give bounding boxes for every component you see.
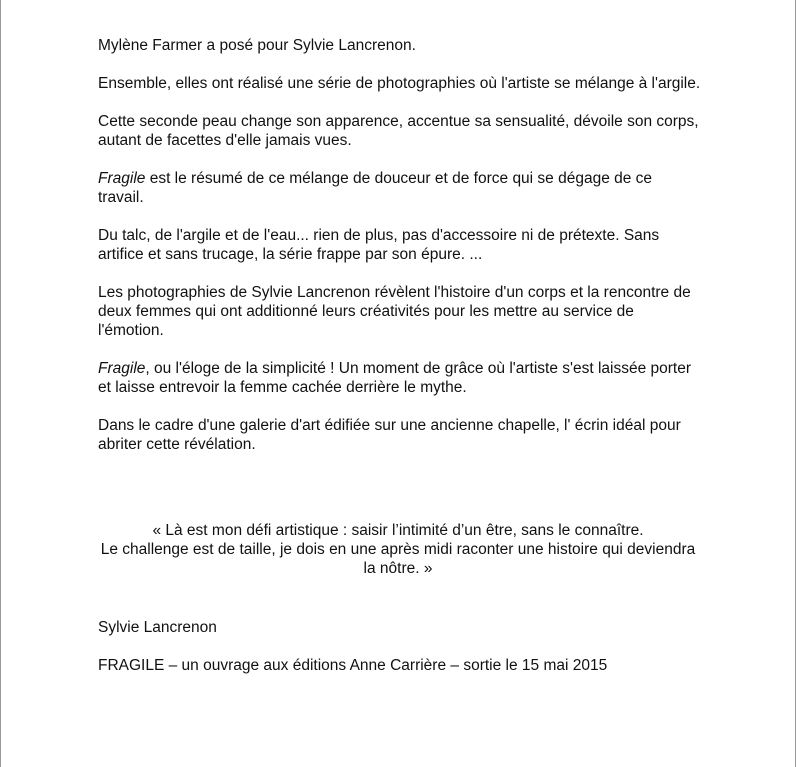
text-line: artifice et sans trucage, la série frappe par son épure. ...	[98, 246, 483, 263]
paragraph-photographies	[98, 283, 718, 340]
text-line: et laisse entrevoir la femme cachée derrière le mythe.	[98, 379, 467, 396]
text-line: travail.	[98, 189, 144, 206]
paragraph-seconde-peau	[98, 112, 718, 150]
text-line	[98, 169, 718, 188]
text-fragment: est le résumé de ce mélange de douceur et de force qui se dégage de ce	[145, 170, 653, 187]
paragraph-galerie	[98, 416, 718, 454]
text-line: Cette seconde peau change son apparence, accentue sa sensualité, dévoile son corps,	[98, 113, 699, 130]
quote-line: la nôtre. »	[363, 560, 433, 577]
signature: Sylvie Lancrenon	[98, 619, 217, 636]
body-text	[98, 36, 718, 473]
italic-title: Fragile	[98, 360, 146, 377]
artist-quote	[98, 521, 698, 578]
text-line	[98, 359, 718, 378]
paragraph-fragile-resume	[98, 169, 718, 207]
text-fragment: , ou l'éloge de la simplicité ! Un moment de grâce où l'artiste s'est laissée porter	[145, 360, 692, 377]
text-line: autant de facettes d'elle jamais vues.	[98, 132, 352, 149]
text-line: abriter cette révélation.	[98, 436, 256, 453]
text-line: Les photographies de Sylvie Lancrenon révèlent l'histoire d'un corps et la rencontre de	[98, 284, 691, 301]
text-line: deux femmes qui ont additionné leurs créativités pour les mettre au service de	[98, 303, 634, 320]
quote-line: « Là est mon défi artistique : saisir l’intimité d’un être, sans le connaître.	[152, 522, 644, 539]
text-line: l'émotion.	[98, 322, 164, 339]
text-line: Mylène Farmer a posé pour Sylvie Lancrenon.	[98, 37, 416, 54]
text-line: Du talc, de l'argile et de l'eau... rien de plus, pas d'accessoire ni de prétexte. Sans	[98, 227, 660, 244]
paragraph-intro	[98, 36, 718, 55]
text-line: Dans le cadre d'une galerie d'art édifiée sur une ancienne chapelle, l' écrin idéal pour	[98, 417, 681, 434]
quote-line: Le challenge est de taille, je dois en une après midi raconter une histoire qui deviendra	[100, 541, 696, 558]
text-line: Ensemble, elles ont réalisé une série de photographies où l'artiste se mélange à l'argile.	[98, 75, 701, 92]
publication-note: FRAGILE – un ouvrage aux éditions Anne Carrière – sortie le 15 mai 2015	[98, 657, 608, 674]
italic-title: Fragile	[98, 170, 146, 187]
paragraph-fragile-eloge	[98, 359, 718, 397]
paragraph-talc	[98, 226, 718, 264]
paragraph-ensemble	[98, 74, 718, 93]
